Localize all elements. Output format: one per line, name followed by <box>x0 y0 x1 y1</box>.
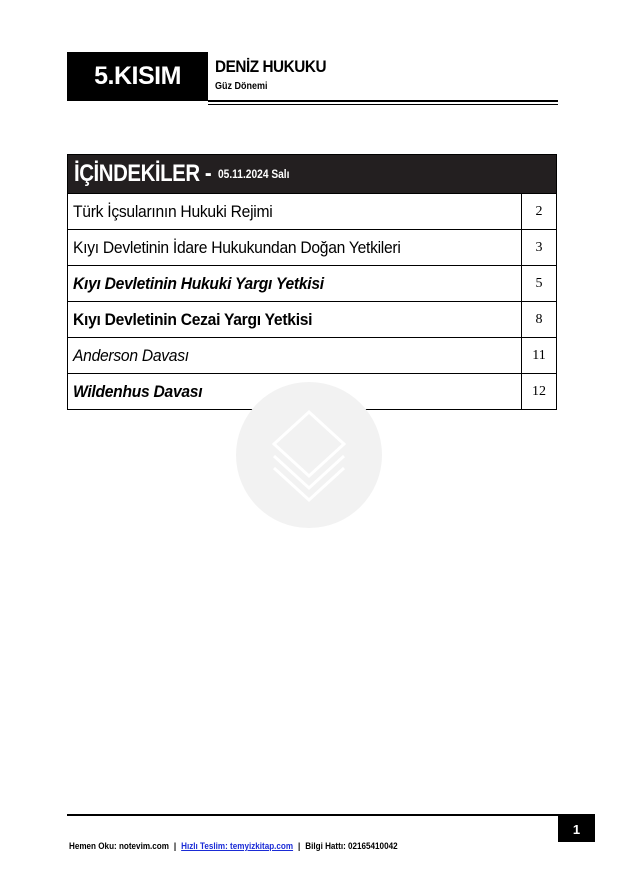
toc-row[interactable] <box>68 301 556 337</box>
toc-item-label: Anderson Davası <box>73 345 189 365</box>
header-rule-thin <box>208 104 558 105</box>
toc-item-label: Wildenhus Davası <box>73 381 203 401</box>
toc-row[interactable] <box>68 193 556 229</box>
toc-item-label: Kıyı Devletinin Hukuki Yargı Yetkisi <box>73 273 324 293</box>
stacked-pages-icon <box>236 382 382 528</box>
toc-row[interactable] <box>68 265 556 301</box>
toc-heading: İÇİNDEKİLER - <box>74 160 212 187</box>
toc-item-label: Kıyı Devletinin Cezai Yargı Yetkisi <box>73 309 313 329</box>
footer-separator: | <box>298 841 301 851</box>
toc-date: 05.11.2024 Salı <box>217 167 289 181</box>
toc-item-page: 2 <box>535 203 543 219</box>
page-number: 1 <box>572 821 581 837</box>
section-number: 5.KISIM <box>94 62 181 90</box>
toc-item-page: 11 <box>532 347 546 363</box>
footer-hotline: Bilgi Hattı: 02165410042 <box>305 841 398 851</box>
document-subtitle: Güz Dönemi <box>215 81 268 92</box>
section-badge <box>67 52 208 101</box>
toc-row[interactable] <box>68 337 556 373</box>
page-number-badge <box>558 816 595 842</box>
toc-item-label: Türk İçsularının Hukuki Rejimi <box>73 201 273 221</box>
toc-header <box>68 155 556 193</box>
footer-separator: | <box>173 841 177 851</box>
document-title: DENİZ HUKUKU <box>215 57 327 76</box>
footer-links <box>69 841 398 851</box>
toc-row[interactable] <box>68 229 556 265</box>
header-rule-thick <box>208 100 558 102</box>
toc-item-page: 8 <box>535 311 543 327</box>
toc-item-label: Kıyı Devletinin İdare Hukukundan Doğan Yetkileri <box>73 237 401 257</box>
toc-item-page: 5 <box>535 275 543 291</box>
footer-rule <box>67 814 595 816</box>
toc-item-page: 12 <box>532 383 546 399</box>
footer-delivery-link[interactable]: Hızlı Teslim: temyizkitap.com <box>181 841 294 851</box>
footer-read-link[interactable]: Hemen Oku: notevim.com <box>69 841 169 851</box>
toc-item-page: 3 <box>535 239 543 255</box>
table-of-contents <box>67 154 557 410</box>
